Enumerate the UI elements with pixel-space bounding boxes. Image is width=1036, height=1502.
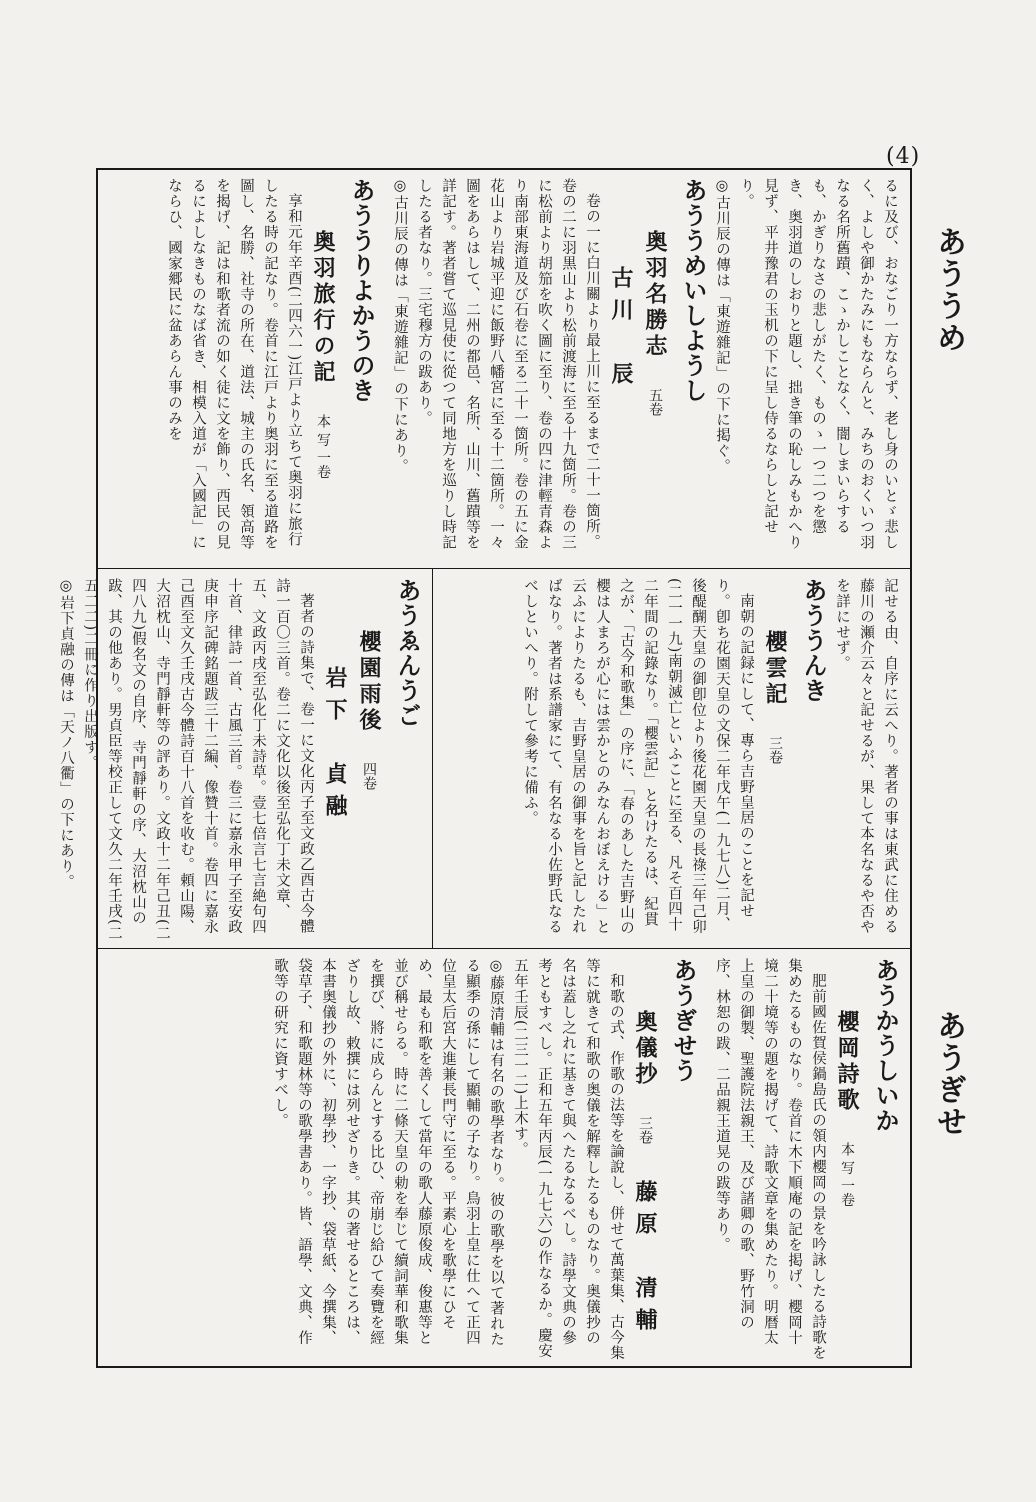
entry-author: 岩下 貞融: [322, 666, 348, 826]
entry-title-line: [758, 578, 792, 942]
entry-ouunki: [518, 578, 830, 942]
entry-volumes: 本 写 一卷: [839, 1142, 855, 1207]
entry-text: 卷の一に白川關より最上川に至るまで二十一箇所。卷の二に羽黒山より松前渡海に至る十九箇所。卷の三に松前より胡笳を吹く圖に至り、卷の四に津輕青森より南部東海道及び石卷に至る二十一箇所。卷の五に金花山より岩城平迎に飯野八幡宮に至る十二箇所。一々圖をあらはして、二州の都邑、名所、山川、舊蹟等を詳記す。著者嘗て巡見使に從つて同地方を巡りし時記したる者なり。三宅穆方の跋あり。: [416, 178, 600, 550]
entry-heading: あうゑんうご: [393, 578, 422, 728]
entry-title-line: [628, 958, 662, 1360]
entry-note: ◎藤原清輔は有名の歌學者なり。彼の歌學を以て著れたる顯季の孫にして顯輔の子なり。鳥羽上皇に仕へて正四位皇太后宮大進兼長門守に至る。平素心を歌學にひそめ、最も和歌を善くして當年の歌人藤原俊成、俊惠等と並び稱せらる。時に二條天皇の勅を奉じて續詞華和歌集を撰び、將に成らんとする比ひ、帝崩じ給ひて奏覽を經ざりし故、敕撰には列せざりき。其の著せるところは、本書奥儀抄の外に、初學抄、一字抄、袋草紙、今撰集、袋草子、和歌題林等の歌學書あり。皆、語學、文典、作歌等の研究に資すべし。: [272, 958, 504, 1347]
guide-word-bottom: あうぎせ: [931, 1010, 966, 1138]
entry-title: 櫻岡詩歌: [834, 1010, 860, 1114]
guide-word-top: あううめ: [931, 226, 966, 354]
panel-middle-right: [440, 578, 906, 942]
entry-note: ◎古川辰の傳は「東遊雜記」の下にあり。: [392, 178, 408, 474]
entry-author: 古川 辰: [608, 266, 634, 394]
entry-title: 櫻園雨後: [356, 630, 382, 734]
entry-heading: あうぎせう: [669, 958, 698, 1083]
entry-heading: あうかうしいか: [871, 958, 900, 1133]
entry-ou-ryokou-no-ki: [162, 178, 378, 562]
rule-top: [96, 568, 912, 569]
note: ◎古川辰の傳は「東遊雜記」の下に掲ぐ。: [714, 178, 730, 474]
entry-ouen-ugo: [54, 578, 424, 942]
entry-heading: あううんき: [799, 578, 828, 703]
rule-bottom: [96, 948, 912, 949]
entry-oukou-shiika: [710, 958, 902, 1360]
panel-top: [110, 178, 906, 562]
entry-ougishou: [268, 958, 700, 1360]
entry-title-line: [318, 578, 386, 942]
page-number: (4): [886, 144, 921, 169]
continuation-text: るに及び、おなごり一方ならず、老し身のいとゞ悲しく、よしや御かたみにもならんと、みちのおくいつ羽なる名所舊蹟、こゝかしことなく、闇しまいらするも、かぎりなさの悲しがたく、ものゝ一つ二つを懲き、奥羽道のしおりと題し、拙き筆の恥しみもかへり見ず、平井豫君の玉机の下に呈し侍るならしと記せり。: [738, 178, 898, 550]
entry-volumes: 三卷: [637, 1116, 653, 1144]
panel-bottom: [110, 958, 906, 1360]
entry-title-line: [306, 178, 340, 562]
entry-volumes: 五卷: [647, 388, 663, 416]
entry-heading: あううりよかうのき: [347, 178, 376, 403]
entry-text: 享和元年辛酉(二四六一)江戸より立ちて奥羽に旅行したる時の記なり。卷首に江戸より奥羽に至る道路を圖し、名勝、社寺の所在、道法、城主の氏名、領高等を揭げ、記は和歌者流の如く徒に文を飾り、西民の見るによしなきものなば省き、相模入道が「入國記」にならひ、國家郷民に盆あらん事のみを: [166, 178, 302, 550]
entry-volumes: 本 写 一卷: [315, 414, 331, 479]
entry-title: 奥儀抄: [632, 1010, 658, 1088]
panel-middle-left: [58, 578, 428, 942]
entry-ou-meishoshi: [388, 178, 710, 562]
rule-middle-split: [432, 568, 433, 948]
entry-author: 藤原 清輔: [632, 1180, 658, 1340]
entry-heading: あううめいしようし: [679, 178, 708, 403]
entry-title-line: [830, 958, 864, 1360]
entry-text: 肥前國佐賀侯鍋島氏の領内櫻岡の景を吟詠したる詩歌を集めたるものなり。卷首に木下順庵の記を掲げ、櫻岡十境二十境等の題を揭げて、詩歌文章を集めたり。明暦太上皇の御製、聖護院法親王、及び諸卿の歌、野竹洞の序、林恕の跋、二品親王道晃の跋等あり。: [714, 958, 826, 1360]
entry-note: ◎岩下貞融の傳は「天ノ八衢」の下にあり。: [58, 578, 74, 890]
entry-text: 南朝の記録にして、專ら吉野皇居のことを記せり。卽ち花園天皇の文保二年戊午(一九七八)二月、後醍醐天皇の御卽位より後花園天皇の長祿三年己卯(二一一九)南朝滅亡といふことに至る、凡そ百四十二年間の記錄なり。「櫻雲記」と名けたるは、紀貫之が、「古今和歌集」の序に、「春のあした吉野山の櫻は人まろが心には雲かとのみなんおぼえける」と云ふによりたるも、吉野皇居の御事を旨と記したればなり。著者は系譜家にて、有名なる小佐野氏なるべしといへり。附して參考に備ふ。: [522, 578, 754, 936]
entry-title: 櫻雲記: [762, 630, 788, 708]
entry-volumes: 三卷: [767, 736, 783, 764]
entry-title: 奥羽名勝志: [642, 230, 668, 360]
entry-title-line: [604, 178, 672, 562]
entry-text: 和歌の式、作歌の法等を論說し、併せて萬葉集、古今集等に就きて和歌の奥儀を解釋したるものなり。奥儀抄の名は蓋し之れに基きて與へたるなるべし。詩學文典の參考ともすべし。正和五年丙辰(一九七六)の作なるか。慶安五年壬辰(二三一二)上木す。: [512, 958, 624, 1360]
entry-volumes: 四卷: [361, 762, 377, 790]
entry-title: 奥羽旅行の記: [310, 230, 336, 386]
entry-text: 著者の詩集で、卷一に文化丙子至文政乙酉古今體詩一百〇三首。卷二に文化以後至弘化丁未文章、五、文政丙戌至弘化丁未詩草。壹七倍言七言絶句四十首、律詩一首、古風三首。卷三に嘉永甲子至安政庚申序記碑銘題跋三十二編、像贊十首。卷四に嘉永己酉至文久壬戌古今體詩百十八首を收む。頼山陽、大沼枕山、寺門靜軒等の評あり。文政十二年己丑(二四八九)假名文の自序、寺門靜軒の序、大沼枕山の跋、其の他あり。男貞臣等校正して文久二年壬戌(二五二二)二冊に作り出版す。: [82, 578, 314, 942]
continuation-text: 記せる由、自序に云へり。著者の事は東武に住める藤川の瀬介云々と記せるが、果して本名なるや否やを詳にせず。: [834, 578, 898, 935]
